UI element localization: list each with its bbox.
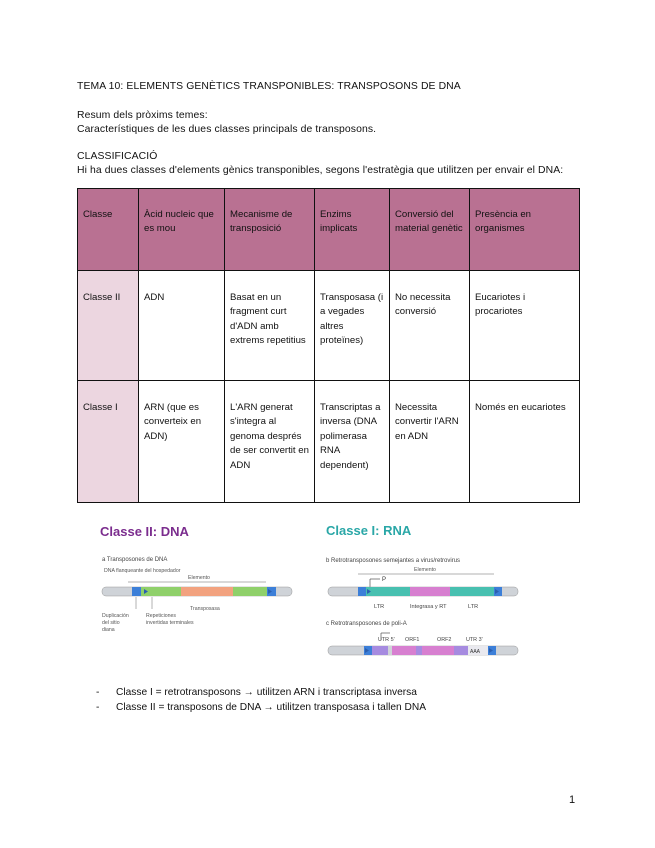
panel-c-label: c Retrotransposones de poli-A xyxy=(326,621,407,627)
ltr-left-label: LTR xyxy=(374,604,385,610)
utr5-label: UTR 5' xyxy=(378,637,395,643)
table-cell: Transposasa (i a vegades altres proteïnes) xyxy=(315,271,390,381)
panel-a-label: a Transposones de DNA xyxy=(102,557,168,563)
classification-intro: Hi ha dues classes d'elements gènics transponibles, segons l'estratègia que utilitzen per envair el DNA: xyxy=(77,165,564,176)
inverted-repeats-label: Repeticiones invertidas terminales xyxy=(146,613,194,626)
summary-text: Característiques de les dues classes principals de transposons. xyxy=(77,124,377,135)
table-row xyxy=(78,381,580,503)
header-cell: Enzims implicats xyxy=(315,189,390,271)
table-cell: Classe I xyxy=(78,381,139,503)
transposase-label: Transposasa xyxy=(190,606,220,612)
header-cell: Conversió del material genètic xyxy=(390,189,470,271)
panel-a-dna-transposon xyxy=(102,557,292,633)
bullet-class-ii: - Classe II = transposons de DNA → utilitzen transposasa i tallen DNA xyxy=(96,702,427,713)
table-cell: Classe II xyxy=(78,271,139,381)
target-duplication-left xyxy=(132,587,141,596)
summary-label: Resum dels pròxims temes: xyxy=(77,110,208,121)
table-cell: Transcriptas a inversa (DNA polimerasa RNA dependent) xyxy=(315,381,390,503)
integrase-rt xyxy=(410,587,450,596)
table-cell: No necessita conversió xyxy=(390,271,470,381)
orf2-label: ORF2 xyxy=(437,637,452,643)
element-label-a: Elemento xyxy=(188,575,210,581)
panel-b-ltr-retrotransposon xyxy=(326,558,518,610)
table-cell: ADN xyxy=(139,271,225,381)
panel-c-polya-retrotransposon xyxy=(326,621,518,655)
header-cell: Presència en organismes xyxy=(470,189,580,271)
orf2-region xyxy=(422,646,454,655)
bullet-class-i: - Classe I = retrotransposons → utilitzen ARN i transcriptasa inversa xyxy=(96,687,417,698)
table-cell: Basat en un fragment curt d'ADN amb extrems repetitius xyxy=(225,271,315,381)
class-i-title: Classe I: RNA xyxy=(326,523,412,538)
utr3-region xyxy=(454,646,468,655)
inverted-repeat-right xyxy=(233,587,267,596)
table-cell: Necessita convertir l'ARN en ADN xyxy=(390,381,470,503)
orf1-label: ORF1 xyxy=(405,637,420,643)
integrase-rt-label: Integrasa y RT xyxy=(410,604,447,610)
transposase-gene xyxy=(181,587,233,596)
utr5-region xyxy=(372,646,388,655)
transposon-figure xyxy=(96,514,560,664)
classification-heading: CLASSIFICACIÓ xyxy=(77,151,158,162)
page-number: 1 xyxy=(569,794,576,806)
promoter-label: P xyxy=(382,577,387,583)
document-title: TEMA 10: ELEMENTS GENÈTICS TRANSPONIBLES: TRANSPOSONS DE DNA xyxy=(77,81,461,92)
orf1-region xyxy=(392,646,416,655)
table-cell: Eucariotes i procariotes xyxy=(470,271,580,381)
ltr-left xyxy=(366,587,410,596)
class-ii-title: Classe II: DNA xyxy=(100,524,189,539)
table-cell: Només en eucariotes xyxy=(470,381,580,503)
table-row xyxy=(78,271,580,381)
header-cell: Mecanisme de transposició xyxy=(225,189,315,271)
element-label-b: Elemento xyxy=(414,567,436,573)
table-cell: ARN (que es converteix en ADN) xyxy=(139,381,225,503)
header-cell: Classe xyxy=(78,189,139,271)
ltr-right xyxy=(450,587,494,596)
header-cell: Àcid nucleic que es mou xyxy=(139,189,225,271)
polya-tail: AAA xyxy=(470,649,481,655)
target-dup-label: Duplicación del sitio diana xyxy=(102,613,129,633)
table-header-row xyxy=(78,189,580,271)
utr3-label: UTR 3' xyxy=(466,637,483,643)
panel-b-label: b Retrotransposones semejantes a virus/retrovirus xyxy=(326,558,461,564)
host-dna-label: DNA flanqueante del hospedador xyxy=(104,568,181,574)
ltr-right-label: LTR xyxy=(468,604,479,610)
classification-table xyxy=(77,188,580,503)
table-cell: L'ARN generat s'integra al genoma després de ser convertit en ADN xyxy=(225,381,315,503)
